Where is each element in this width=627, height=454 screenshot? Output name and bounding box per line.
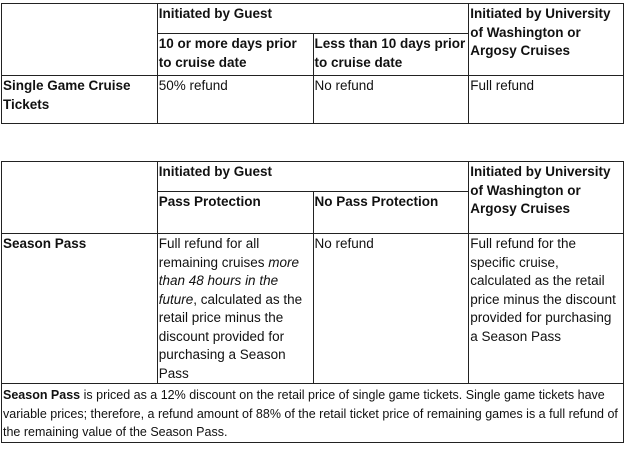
- table2-header-guest: Initiated by Guest: [157, 162, 469, 192]
- table1-cell-uw-argosy: Full refund: [469, 76, 624, 124]
- table1-header-uw-argosy: Initiated by University of Washington or Argosy Cruises: [469, 4, 624, 76]
- season-pass-note: [2, 384, 624, 443]
- single-game-refund-table: [1, 3, 624, 124]
- pass-protection-text-italic: more than 48 hours in the future: [158, 254, 300, 307]
- table1-subheader-10-or-more-days: 10 or more days prior to cruise date: [157, 34, 313, 76]
- season-pass-refund-table: [1, 161, 624, 443]
- pass-protection-text-before: Full refund for all remaining cruises: [158, 236, 269, 270]
- table2-cell-pass-protection: [157, 234, 313, 384]
- table1-subheader-less-than-10-days: Less than 10 days prior to cruise date: [313, 34, 469, 76]
- table2-subheader-pass-protection: Pass Protection: [157, 192, 313, 234]
- pass-protection-text-after: , calculated as the retail price minus the discount provided for purchasing a Season Pass: [158, 291, 303, 381]
- season-pass-note-text: is priced as a 12% discount on the retail price of single game tickets. Single game tickets have variable prices; therefore, a refund amount of 88% of the retail ticket price of remaining games is a full refund of the remaining value of the Season Pass.: [3, 388, 618, 439]
- table1-cell-less-than-10-days: No refund: [313, 76, 469, 124]
- table2-cell-no-pass-protection: No refund: [313, 234, 469, 384]
- table1-cell-10-or-more-days: 50% refund: [157, 76, 313, 124]
- table1-header-guest: Initiated by Guest: [157, 4, 469, 34]
- table2-cell-uw-argosy: Full refund for the specific cruise, calculated as the retail price minus the discount provided for purchasing a Season Pass: [469, 234, 624, 384]
- table2-header-uw-argosy: Initiated by University of Washington or Argosy Cruises: [469, 162, 624, 234]
- table2-corner-cell: [2, 162, 158, 234]
- table2-subheader-no-pass-protection: No Pass Protection: [313, 192, 469, 234]
- table1-corner-cell: [2, 4, 158, 76]
- season-pass-note-bold: Season Pass: [3, 388, 81, 402]
- table2-row-label: Season Pass: [2, 234, 158, 384]
- table1-row-label: Single Game Cruise Tickets: [2, 76, 158, 124]
